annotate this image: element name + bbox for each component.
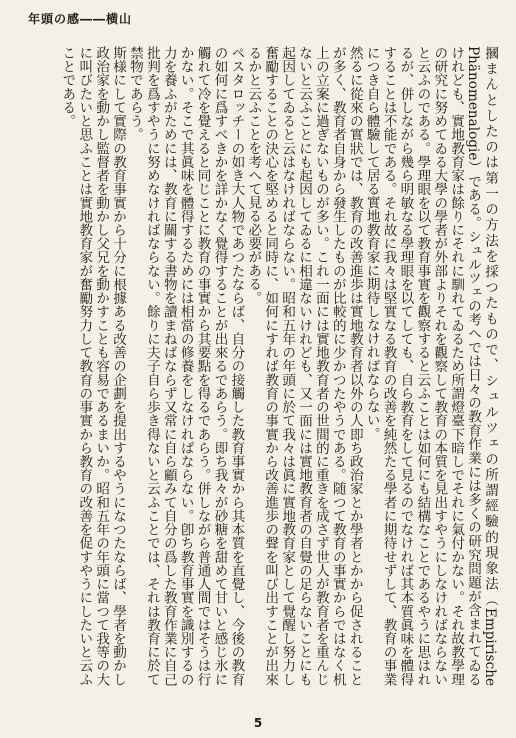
paragraph-1: 摑まんとしたのは第一の方法を採つたもので、シュルツェの所謂經驗的現象法（Empirische Phänomenalogie）である。シュルツェの考へでは日々の教育作業には多くの研究問題が含まれてゐるけれども、實地教育家は餘りにそれに馴れてゐるため所謂燈臺下暗しでそれに氣付かない。それ故教學理の研究に努めてゐる大學の學者が外部よりそれを觀察して教育の本質を見出すやうにしなければならないと云ふのである。學理眼を以て教育事實を觀察すると云ふことは如何にも結構なことであるやうに思はれるが、併しながら幾ら明敏なる學理眼を以てしても、自ら教育をして見るのでなければ其本質眞味を體得することは不能である。それ故に我々は堅實なる教育の改善を純然たる學者に期待せずして、教育の事業につき自ら體驗して居る實地教育家に期待しなければならない。 — [363, 46, 498, 686]
paragraph-2: 然るに從來の實狀では、教育の改善進歩は實地教育者以外の人即ち政治家とか學者とかから促されることが多く、教育者自身から發生したものが比較的に少かつたやうである。随つて教育の事實からではなく机上の立案に過ぎないものが多い。これ一面には實地教育者の世間的に重きを成さず世人が教育者を重んじないと云ふことにも起因してゐるに相違ないけれども、又一面には實地教育者の自覺の足らないことにも起因してゐると云はなければならない。昭和五年の年頭に於て我々は眞に實地教育家として覺醒し努力し奮勵することの決心を堅めると同時に、如何にすれば教育の事實から改善進歩の聲を叫び出すことが出來るかと云ふことを考へて見る必要がある。 — [245, 46, 363, 686]
paragraph-4: 斯様にして實際の教育事實から十分に根據ある改善の企劃を提出するやうになつたならば、學者を動かし政治家を動かし監督者を動かし父兄を動かすことも容易であるまいか。昭和五年の年頭に當つて我等の大に叫びたいと思ふことは實地教育家が奮勵努力して教育の事實から教育の改善を促すやうにしたいと云ふことである。 — [59, 46, 127, 686]
page-number: 5 — [253, 716, 263, 730]
paragraph-3: ペスタロッチーの如き大人物であつたならば、自分の接觸した教育事實から其本質を直覺し、今後の教育の如何に爲すべきかを詳かなく覺得することが出來るであらう。即ち我々が砂糖を甜めて甘いと感じ氷に觸れて冷を覺えると同じことに教育の事實から其要點を得るであらう。併しながら普通人間ではそうは行かない。そこで其眞味を體得するためには相當の修養をしなければならない。卽ち教育事實を識別するの力を養ふがためには、教育に關する書物を讀まねばならず又常に自ら顧みて自分の爲した教育作業に自己批判を爲すやうに努めなければならない。餘りに夫子自ら歩き得ないと云ふことでは、それは教育に於て禁物であらう。 — [126, 46, 245, 686]
running-title: 年頭の感――横山 — [28, 12, 133, 26]
vertical-body-text — [24, 46, 498, 686]
